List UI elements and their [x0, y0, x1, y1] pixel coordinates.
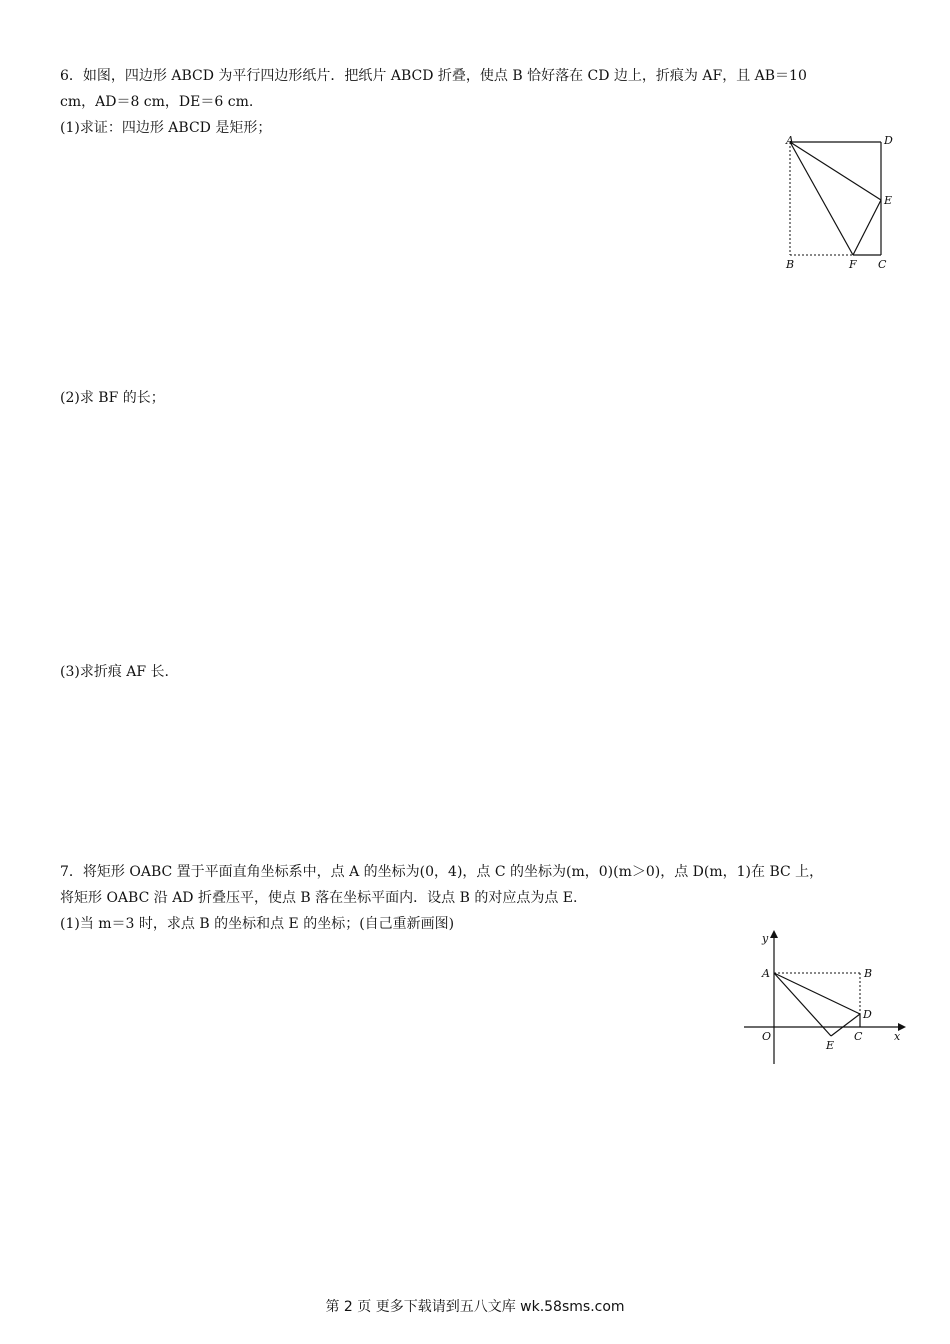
q7-label-a: A — [762, 967, 770, 980]
q6-label-b: B — [786, 258, 795, 271]
page-footer: 第 2 页 更多下载请到五八文库 wk.58sms.com — [325, 1299, 625, 1315]
q6-text-line1: 6．如图，四边形 ABCD 为平行四边形纸片．把纸片 ABCD 折叠，使点 B 恰好落在 CD 边上，折痕为 AF，且 AB＝10 — [60, 68, 807, 84]
q6-edge-ef — [853, 200, 881, 255]
q7-label-b: B — [864, 967, 873, 980]
q7-label-c: C — [854, 1030, 863, 1043]
q7-label-y: y — [762, 932, 769, 945]
q6-figure — [776, 130, 906, 276]
q7-figure — [740, 926, 910, 1068]
q7-part1: (1)当 m＝3 时，求点 B 的坐标和点 E 的坐标；(自己重新画图) — [60, 916, 455, 932]
q7-text-line1: 7．将矩形 OABC 置于平面直角坐标系中，点 A 的坐标为(0，4)，点 C 的坐标为(m，0)(m＞0)，点 D(m，1)在 BC 上， — [60, 864, 824, 880]
q7-label-e: E — [826, 1039, 835, 1052]
q7-label-o: O — [762, 1030, 772, 1043]
q6-label-c: C — [878, 258, 887, 271]
q7-label-d: D — [863, 1008, 872, 1021]
q6-text-line2: cm，AD＝8 cm，DE＝6 cm. — [60, 94, 254, 110]
q7-fold-ad — [774, 973, 860, 1014]
q6-part2: (2)求 BF 的长； — [60, 390, 165, 406]
q6-part3: (3)求折痕 AF 长. — [60, 664, 170, 680]
q6-part1: (1)求证：四边形 ABCD 是矩形； — [60, 120, 272, 136]
q6-crease-af — [790, 142, 853, 255]
q6-label-d: D — [884, 134, 893, 147]
q6-label-f: F — [849, 258, 857, 271]
q7-y-arrow — [770, 930, 778, 938]
q6-label-e: E — [884, 194, 893, 207]
q6-label-a: A — [786, 134, 794, 147]
q7-label-x: x — [894, 1030, 901, 1043]
q7-text-line2: 将矩形 OABC 沿 AD 折叠压平，使点 B 落在坐标平面内．设点 B 的对应点为点 E. — [60, 890, 578, 906]
q6-edge-ae — [790, 142, 881, 200]
